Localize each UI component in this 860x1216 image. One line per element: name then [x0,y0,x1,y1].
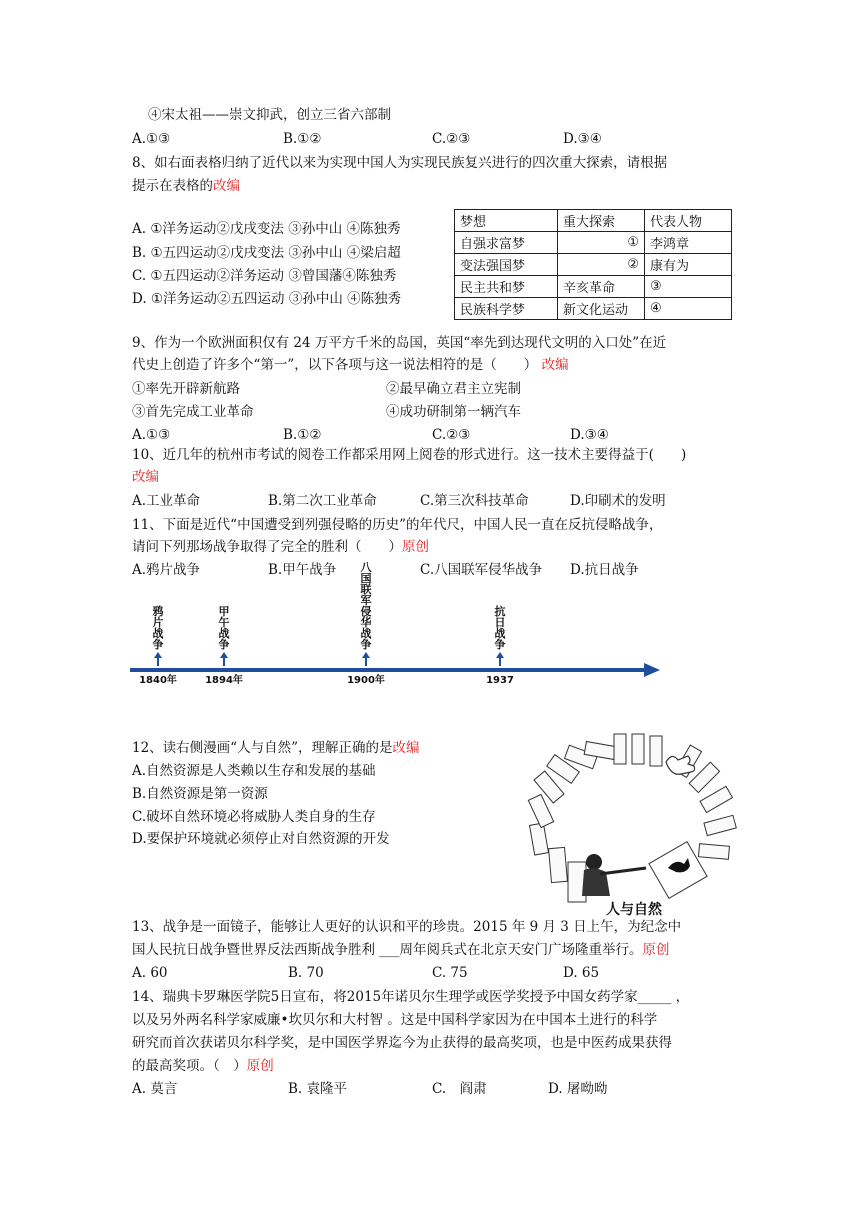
q10-stem-line1: 10、近几年的杭州市考试的阅卷工作都采用网上阅卷的形式进行。这一技术主要得益于( ) [132,447,687,463]
q13-tag: 原创 [642,942,670,958]
q9-option-c: C.②③ [432,427,471,443]
q8-stem-line1: 8、如右面表格归纳了近代以来为实现中国人为实现民族复兴进行的四次重大探索，请根据 [132,155,668,171]
q10-option-d: D.印刷术的发明 [570,493,666,509]
timeline-event [205,605,243,686]
table-cell: 辛亥革命 [558,276,645,298]
timeline-event-label-char: 片 [152,616,164,629]
q10-option-c: C.第三次科技革命 [420,493,529,509]
q14-stem-line2: 以及另外两名科学家威廉•坎贝尔和大村智 。这是中国科学家因为在中国本土进行的科学 [132,1012,658,1028]
q10-option-a: A.工业革命 [132,493,201,509]
q12-option-c: C.破坏自然环境必将威胁人类自身的生存 [132,809,376,825]
timeline-event [486,604,514,686]
q14-option-a: A. 莫言 [132,1081,178,1097]
q14-option-c: C. 阎肃 [432,1081,487,1097]
cartoon-caption: 人与自然 [606,902,662,918]
q11-stem-line2: 请问下列那场战争取得了完全的胜利（ ）原创 [132,539,429,555]
q9-tag: 改编 [541,357,569,373]
q9-item-2: ②最早确立君主立宪制 [386,381,521,397]
q11-stem-line1: 11、下面是近代“中国遭受到列强侵略的历史”的年代尺，中国人民一直在反抗侵略战争， [132,517,663,533]
q14-stem-line4: 的最高奖项。（ ）原创 [132,1058,274,1074]
timeline-event-label-char: 战 [152,627,164,640]
q8-option-b: B. ①五四运动②戊戌变法 ③孙中山 ④梁启超 [132,245,401,261]
table-cell: ① [558,232,645,254]
q9-stem-line1: 9、作为一个欧洲面积仅有 24 万平方千米的岛国，英国“率先到达现代文明的入口处”在近 [132,335,667,351]
timeline-event-label-char: 侵 [360,605,372,618]
table-cell: 自强求富梦 [455,232,558,254]
human-nature-cartoon [528,728,738,920]
timeline-event-label-char: 八 [360,561,372,574]
q9-option-a: A.①③ [132,427,171,443]
table-row [455,254,732,276]
timeline-event-label-char: 午 [218,616,230,629]
timeline-event-label-char: 战 [360,627,372,640]
q8-option-d: D. ①洋务运动②五四运动 ③孙中山 ④陈独秀 [132,291,402,307]
timeline-event-label-char: 抗 [494,605,506,618]
q7-option-b: B.①② [283,131,322,147]
timeline-event-label-char: 华 [360,616,372,629]
table-row [455,232,732,254]
q9-option-b: B.①② [283,427,322,443]
q11-option-c: C.八国联军侵华战争 [420,562,543,578]
q8-tag: 改编 [213,178,240,194]
q14-option-d: D. 屠呦呦 [548,1081,608,1097]
q13-stem-line2: 国人民抗日战争暨世界反法西斯战争胜利 ___周年阅兵式在北京天安门广场隆重举行。原创 [132,942,670,958]
table-row [455,276,732,298]
timeline-event-label-char: 争 [152,638,164,651]
timeline-event-label-char: 国 [360,572,372,585]
timeline-year: 1900年 [347,675,385,686]
q9-item-3: ③首先完成工业革命 [132,404,254,420]
q10-tag: 改编 [132,469,159,485]
q9-option-d: D.③④ [570,427,609,443]
q9-stem-line2: 代史上创造了许多个“第一”，以下各项与这一说法相符的是（ ） 改编 [132,357,569,373]
table-header-row [455,210,732,232]
q13-option-d: D. 65 [563,965,600,981]
table-cell: 民主共和梦 [455,276,558,298]
q12-option-b: B.自然资源是第一资源 [132,786,268,802]
table-cell: ④ [645,298,732,320]
table-cell: 民族科学梦 [455,298,558,320]
q8-stem-line2: 提示在表格的改编 [132,178,240,194]
q13-option-c: C. 75 [432,965,468,981]
timeline-year: 1937 [486,675,514,686]
timeline-event-label-char: 争 [494,638,506,651]
animal-tile [649,842,707,899]
table-cell: ② [558,254,645,276]
hunter-figure [582,854,646,896]
q11-option-b: B.甲午战争 [268,562,337,578]
table-row [455,298,732,320]
table-header: 梦想 [455,210,558,232]
q12-stem-line1: 12、读右侧漫画“人与自然”，理解正确的是改编 [132,740,420,756]
q7-option-c: C.②③ [432,131,471,147]
table-header: 重大探索 [558,210,645,232]
timeline-event-label-char: 日 [494,616,506,629]
table-cell: 新文化运动 [558,298,645,320]
q12-tag: 改编 [392,740,420,756]
timeline-event-label-char: 军 [360,594,372,607]
q14-tag: 原创 [246,1058,274,1074]
table-cell: ③ [645,276,732,298]
q13-option-a: A. 60 [132,965,168,981]
timeline-year: 1894年 [205,675,243,686]
timeline-event-label-char: 鸦 [152,605,164,618]
q14-stem-line3: 研究而首次获诺贝尔科学奖，是中国医学界迄今为止获得的最高奖项，也是中医药成果获得 [132,1035,672,1051]
timeline-event-label-char: 争 [218,638,230,651]
table-cell: 李鸿章 [645,232,732,254]
hand-icon [666,756,695,774]
q10-option-b: B.第二次工业革命 [268,493,377,509]
q12-option-d: D.要保护环境就必须停止对自然资源的开发 [132,831,390,847]
q8-table [454,209,732,320]
table-header: 代表人物 [645,210,732,232]
timeline-event-label-char: 甲 [218,605,230,618]
timeline-event [347,561,385,686]
table-cell: 变法强国梦 [455,254,558,276]
q7-option-d: D.③④ [563,131,602,147]
q7-option-a: A.①③ [132,131,171,147]
q14-stem-line1: 14、瑞典卡罗琳医学院5日宣布，将2015年诺贝尔生理学或医学奖授予中国女药学家_____ ， [132,989,690,1005]
q9-item-4: ④成功研制第一辆汽车 [386,404,521,420]
timeline-event-label-char: 联 [360,583,372,596]
timeline-event-label-char: 争 [360,638,372,651]
timeline-year: 1840年 [139,675,177,686]
q13-stem-line1: 13、战争是一面镜子，能够让人更好的认识和平的珍贵。2015 年 9 月 3 日上午，为纪念中 [132,919,682,935]
table-cell: 康有为 [645,254,732,276]
q9-item-1: ①率先开辟新航路 [132,381,240,397]
timeline-event-label-char: 战 [218,627,230,640]
q13-option-b: B. 70 [288,965,324,981]
q14-option-b: B. 袁隆平 [288,1081,348,1097]
q11-option-d: D.抗日战争 [570,562,639,578]
q11-tag: 原创 [402,539,429,555]
q8-option-c: C. ①五四运动②洋务运动 ③曾国藩④陈独秀 [132,268,397,284]
q11-option-a: A.鸦片战争 [132,562,201,578]
q12-option-a: A.自然资源是人类赖以生存和发展的基础 [132,763,376,779]
timeline-event-label-char: 战 [494,627,506,640]
timeline-event [139,604,177,686]
q8-option-a: A. ①洋务运动②戊戌变法 ③孙中山 ④陈独秀 [132,221,401,237]
q7-item4: ④宋太祖——崇文抑武，创立三省六部制 [148,107,391,123]
